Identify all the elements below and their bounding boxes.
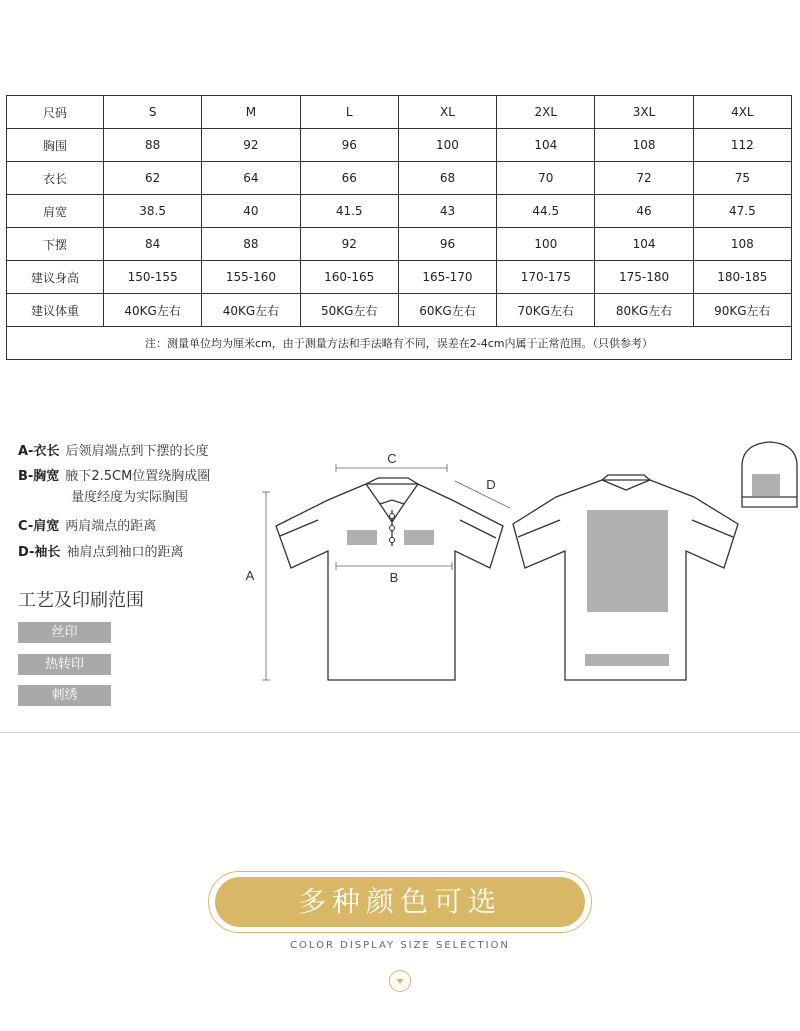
row-label: 尺码 (7, 96, 104, 129)
size-table (6, 95, 792, 360)
table-cell: 44.5 (497, 195, 595, 228)
table-cell: 112 (693, 129, 791, 162)
button-icon (390, 538, 395, 543)
table-cell: 70 (497, 162, 595, 195)
table-cell: 40KG左右 (104, 294, 202, 327)
label-d: D (486, 477, 496, 492)
table-cell: 41.5 (300, 195, 398, 228)
table-row (7, 129, 792, 162)
legend-key: D-袖长 (18, 545, 61, 560)
table-cell: 155-160 (202, 261, 300, 294)
table-row (7, 162, 792, 195)
legend-key: B-胸宽 (18, 469, 60, 484)
table-cell: 66 (300, 162, 398, 195)
table-cell: 4XL (693, 96, 791, 129)
legend-key: C-肩宽 (18, 519, 60, 534)
craft-heat-transfer: 热转印 (18, 654, 111, 675)
row-label: 下摆 (7, 228, 104, 261)
table-cell: 92 (202, 129, 300, 162)
table-cell: 62 (104, 162, 202, 195)
table-cell: 92 (300, 228, 398, 261)
banner-subtitle: COLOR DISPLAY SIZE SELECTION (290, 940, 510, 951)
table-row (7, 195, 792, 228)
table-cell: 47.5 (693, 195, 791, 228)
table-cell: 60KG左右 (398, 294, 496, 327)
legend-desc: 两肩端点的距离 (65, 519, 157, 534)
table-cell: 40 (202, 195, 300, 228)
section-divider (0, 732, 800, 733)
row-label: 衣长 (7, 162, 104, 195)
table-cell: 160-165 (300, 261, 398, 294)
table-cell: 68 (398, 162, 496, 195)
label-b: B (389, 570, 399, 585)
table-cell: 50KG左右 (300, 294, 398, 327)
row-label: 胸围 (7, 129, 104, 162)
scroll-down-button[interactable] (389, 970, 411, 992)
craft-title: 工艺及印刷范围 (18, 590, 144, 611)
shirt-diagram (0, 400, 800, 720)
table-cell: 84 (104, 228, 202, 261)
label-c: C (387, 451, 397, 466)
table-cell: 150-155 (104, 261, 202, 294)
table-cell: 108 (693, 228, 791, 261)
front-collar (366, 478, 418, 504)
table-cell: L (300, 96, 398, 129)
print-area-hem (585, 654, 669, 666)
table-cell: 43 (398, 195, 496, 228)
row-label: 建议身高 (7, 261, 104, 294)
table-cell: 96 (398, 228, 496, 261)
table-row (7, 294, 792, 327)
table-cell: 72 (595, 162, 693, 195)
table-cell: S (104, 96, 202, 129)
table-cell: 88 (202, 228, 300, 261)
banner-title: 多种颜色可选 (215, 877, 585, 927)
table-cell: 38.5 (104, 195, 202, 228)
print-area-right-chest (404, 530, 434, 545)
legend-desc: 后领肩端点到下摆的长度 (65, 444, 209, 459)
table-cell: 180-185 (693, 261, 791, 294)
table-cell: 165-170 (398, 261, 496, 294)
table-cell: 2XL (497, 96, 595, 129)
table-cell: XL (398, 96, 496, 129)
table-cell: 104 (595, 228, 693, 261)
craft-embroidery: 刺绣 (18, 685, 111, 706)
table-cell: 64 (202, 162, 300, 195)
table-cell: 100 (398, 129, 496, 162)
table-cell: M (202, 96, 300, 129)
table-cell: 46 (595, 195, 693, 228)
button-icon (390, 526, 395, 531)
row-label: 建议体重 (7, 294, 104, 327)
table-cell: 170-175 (497, 261, 595, 294)
table-cell: 96 (300, 129, 398, 162)
print-area-left-chest (347, 530, 377, 545)
print-area-side (752, 474, 780, 496)
table-cell: 104 (497, 129, 595, 162)
table-cell: 80KG左右 (595, 294, 693, 327)
chevron-down-icon (390, 971, 410, 991)
table-cell: 108 (595, 129, 693, 162)
table-cell: 88 (104, 129, 202, 162)
table-cell: 100 (497, 228, 595, 261)
table-cell: 90KG左右 (693, 294, 791, 327)
craft-silkscreen: 丝印 (18, 622, 111, 643)
table-cell: 3XL (595, 96, 693, 129)
table-note: 注：测量单位均为厘米cm，由于测量方法和手法略有不同，误差在2-4cm内属于正常范围。（只供参考） (7, 327, 792, 360)
print-area-back (587, 510, 668, 612)
legend-desc: 量度经度为实际胸围 (71, 490, 189, 505)
row-label: 肩宽 (7, 195, 104, 228)
table-cell: 70KG左右 (497, 294, 595, 327)
table-note-row (7, 327, 792, 360)
table-cell: 40KG左右 (202, 294, 300, 327)
table-header-row (7, 96, 792, 129)
label-a: A (245, 568, 255, 583)
legend-key: A-衣长 (18, 444, 60, 459)
button-icon (390, 514, 395, 519)
table-row (7, 228, 792, 261)
legend-desc: 腋下2.5CM位置绕胸成圈 (65, 469, 211, 484)
table-row (7, 261, 792, 294)
table-cell: 75 (693, 162, 791, 195)
back-collar (602, 475, 650, 490)
table-cell: 175-180 (595, 261, 693, 294)
legend-desc: 袖肩点到袖口的距离 (66, 545, 184, 560)
